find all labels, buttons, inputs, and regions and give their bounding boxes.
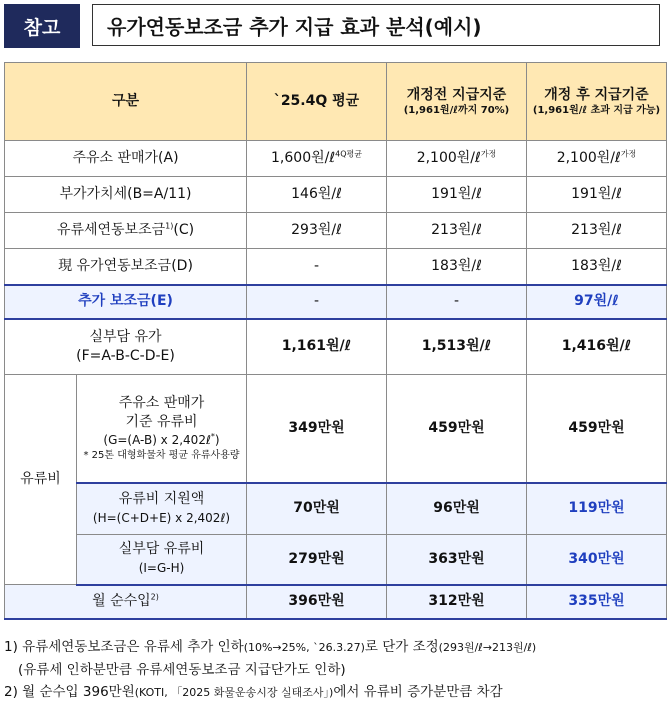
row-label: 월 순수입$^{2)}$	[5, 585, 247, 619]
row-label: 유류세연동보조금$^{1)}$(C)	[5, 213, 247, 249]
cell-value: 191원/ℓ	[387, 177, 527, 213]
cell-value: 293원/ℓ	[247, 213, 387, 249]
row-label: 실부담 유가 (F=A-B-C-D-E)	[5, 319, 247, 375]
cell-value: -	[247, 249, 387, 285]
table-row	[5, 177, 667, 213]
cell-value: 96만원	[387, 483, 527, 535]
cell-value: 335만원	[527, 585, 667, 619]
row-label: 추가 보조금(E)	[5, 285, 247, 319]
col-header-after-title: 개정 후 지급기준	[544, 86, 649, 103]
cell-value: 2,100원/ℓ$^{가정}$	[387, 141, 527, 177]
row-label: 부가가치세(B=A/11)	[5, 177, 247, 213]
cell-value: 363만원	[387, 535, 527, 585]
cell-value: 349만원	[247, 375, 387, 483]
table-row	[5, 319, 667, 375]
table-row	[5, 249, 667, 285]
col-header-after-sub: (1,961원/ℓ 초과 지급 가능)	[532, 104, 661, 116]
fuel-usage-note: * 25톤 대형화물차 평균 유류사용량	[83, 450, 240, 462]
row-label: 주유소 판매가 기준 유류비 (G=(A-B) x 2,402ℓ*) * 25톤 대형화물차 평균 유류사용량	[77, 375, 247, 483]
footnote-1: 1) 유류세연동보조금은 유류세 추가 인하(10%→25%, `26.3.27)로 단가 조정(293원/ℓ→213원/ℓ)	[4, 639, 537, 655]
table-row-monthly-income	[5, 585, 667, 619]
col-header-after	[527, 63, 667, 141]
cell-value: 183원/ℓ	[387, 249, 527, 285]
cell-value: 459만원	[527, 375, 667, 483]
cell-value: 183원/ℓ	[527, 249, 667, 285]
cell-value: 396만원	[247, 585, 387, 619]
cell-value: 97원/ℓ	[527, 285, 667, 319]
cell-value: 312만원	[387, 585, 527, 619]
cell-value: 191원/ℓ	[527, 177, 667, 213]
footnote-1-line2: (유류세 인하분만큼 유류세연동보조금 지급단가도 인하)	[18, 662, 346, 678]
table-header-row	[5, 63, 667, 141]
cell-value: 119만원	[527, 483, 667, 535]
col-header-before	[387, 63, 527, 141]
page-title: 유가연동보조금 추가 지급 효과 분석(예시)	[92, 4, 660, 46]
group-label-fuel: 유류비	[5, 375, 77, 585]
cell-value: 213원/ℓ	[387, 213, 527, 249]
cell-value: 340만원	[527, 535, 667, 585]
row-label: 유류비 지원액 (H=(C+D+E) x 2,402ℓ)	[77, 483, 247, 535]
cell-value: 70만원	[247, 483, 387, 535]
reference-tag: 참고	[4, 4, 80, 48]
table-row	[5, 483, 667, 535]
cell-value: -	[247, 285, 387, 319]
cell-value: 213원/ℓ	[527, 213, 667, 249]
cell-value: 1,600원/ℓ$^{4Q평균}$	[247, 141, 387, 177]
cell-value: 2,100원/ℓ$^{가정}$	[527, 141, 667, 177]
cell-value: 146원/ℓ	[247, 177, 387, 213]
footnotes	[4, 636, 668, 704]
cell-value: 1,513원/ℓ	[387, 319, 527, 375]
row-label: 現 유가연동보조금(D)	[5, 249, 247, 285]
col-header-avg: `25.4Q 평균	[247, 63, 387, 141]
cell-value: 459만원	[387, 375, 527, 483]
row-label: 주유소 판매가(A)	[5, 141, 247, 177]
table-row-additional-subsidy	[5, 285, 667, 319]
subsidy-effect-table	[4, 62, 667, 620]
table-row	[5, 375, 667, 483]
table-row	[5, 141, 667, 177]
row-label: 실부담 유류비 (I=G-H)	[77, 535, 247, 585]
cell-value: 279만원	[247, 535, 387, 585]
header	[4, 4, 662, 48]
table-row	[5, 535, 667, 585]
col-header-before-title: 개정전 지급지준	[406, 86, 507, 103]
table-row	[5, 213, 667, 249]
cell-value: -	[387, 285, 527, 319]
col-header-category: 구분	[5, 63, 247, 141]
cell-value: 1,161원/ℓ	[247, 319, 387, 375]
cell-value: 1,416원/ℓ	[527, 319, 667, 375]
col-header-before-sub: (1,961원/ℓ까지 70%)	[403, 104, 510, 116]
footnote-2: 2) 월 순수입 396만원(KOTI, 「2025 화물운송시장 실태조사」)에서 유류비 증가분만큼 차감	[4, 684, 503, 700]
